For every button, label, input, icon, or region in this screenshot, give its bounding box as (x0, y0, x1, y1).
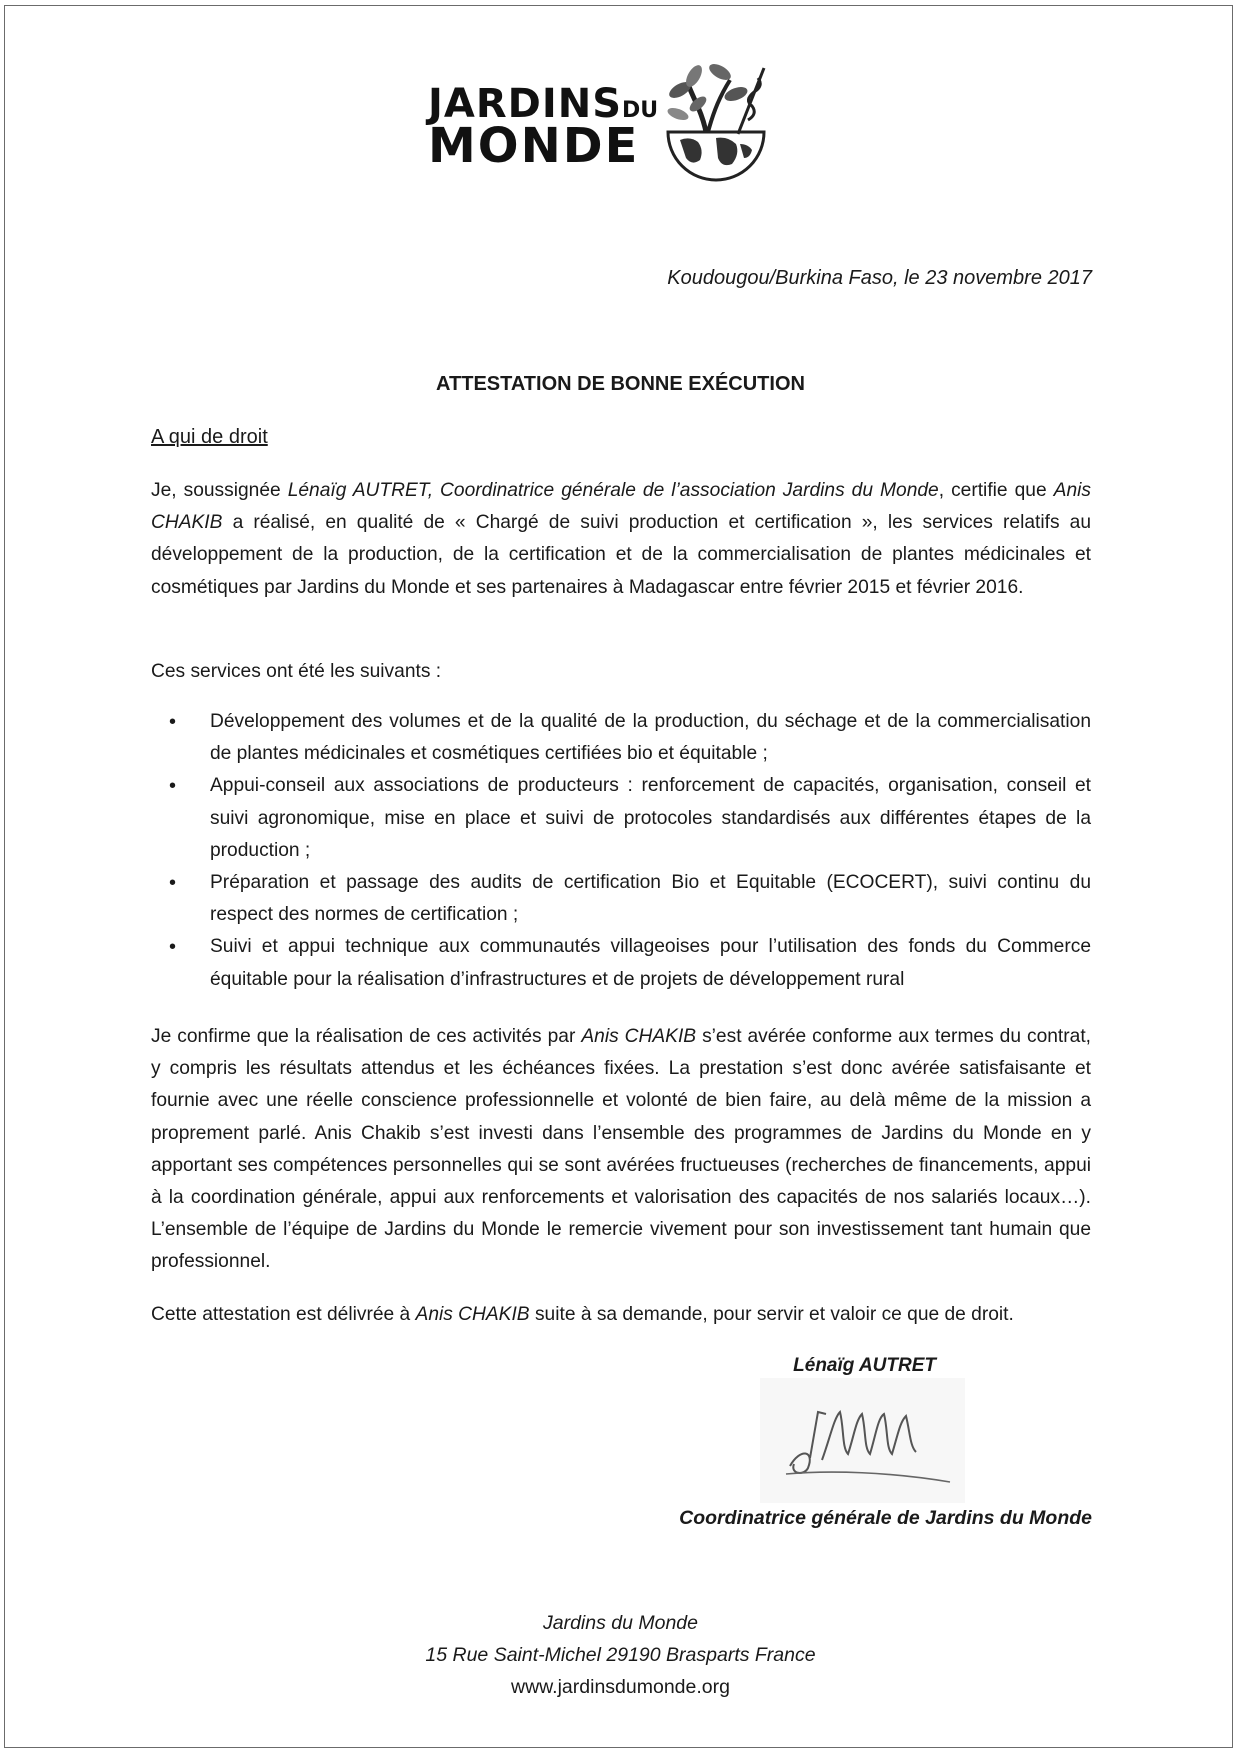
logo-line1: JARDINSDU (428, 81, 659, 127)
signer-role: Coordinatrice générale de Jardins du Monde (679, 1507, 1092, 1529)
service-item: • Préparation et passage des audits de certification Bio et Equitable (ECOCERT), suivi continu du respect des normes de certification ; (151, 867, 1091, 931)
footer-website: www.jardinsdumonde.org (511, 1676, 730, 1698)
jardins-du-monde-logo (428, 60, 768, 190)
paragraph-certification: Je, soussignée Lénaïg AUTRET, Coordinatrice générale de l’association Jardins du Monde, certifie que Anis CHAKIB a réalisé, en qualité de « Chargé de suivi production et certification », les services relatifs au développement de la production, de la certification et de la commercialisation de plantes médicinales et cosmétiques par Jardins du Monde et ses partenaires à Madagascar entre février 2015 et février 2016. (151, 480, 1091, 598)
service-item: • Développement des volumes et de la qualité de la production, du séchage et de la commercialisation de plantes médicinales et cosmétiques certifiées bio et équitable ; (151, 706, 1091, 770)
paragraph-confirmation: Je confirme que la réalisation de ces activités par Anis CHAKIB s’est avérée conforme aux termes du contrat, y compris les résultats attendus et les échéances fixées. La prestation s’est donc avérée satisfaisante et fournie avec une réelle conscience professionnelle et volonté de bien faire, au delà même de la mission a proprement parlé. Anis Chakib s’est investi dans l’ensemble des programmes de Jardins du Monde en y apportant ses compétences personnelles qui se sont avérées fructueuses (recherches de financements, appui à la coordination générale, appui aux renforcements et valorisation des capacités de nos salariés locaux…). L’ensemble de l’équipe de Jardins du Monde le remercie vivement pour son investissement tant humain que professionnel. (151, 1026, 1091, 1273)
document-title: ATTESTATION DE BONNE EXÉCUTION (436, 373, 805, 395)
beneficiary-name: Anis CHAKIB (581, 1026, 697, 1047)
service-item: • Suivi et appui technique aux communautés villageoises pour l’utilisation des fonds du Commerce équitable pour la réalisation d’infrastructures et de projets de développement rural (151, 931, 1091, 995)
services-list (151, 706, 1091, 996)
logo-line2: MONDE (428, 118, 640, 174)
beneficiary-name: Anis CHAKIB (415, 1304, 530, 1325)
beneficiary-name: Anis CHAKIB (151, 480, 1091, 534)
letter-date: Koudougou/Burkina Faso, le 23 novembre 2017 (667, 267, 1092, 289)
footer-address: 15 Rue Saint-Michel 29190 Brasparts France (425, 1644, 816, 1666)
globe-plant-emblem-icon (658, 60, 773, 190)
signer-reference: Lénaïg AUTRET, Coordinatrice générale de l’association Jardins du Monde (287, 480, 939, 501)
logo-du: DU (622, 98, 659, 123)
service-item: • Appui-conseil aux associations de producteurs : renforcement de capacités, organisation, conseil et suivi agronomique, mise en place et suivi de protocoles standardisés aux différentes étapes de la production ; (151, 770, 1091, 867)
salutation: A qui de droit (151, 426, 268, 448)
services-intro: Ces services ont été les suivants : (151, 661, 442, 682)
paragraph-delivery: Cette attestation est délivrée à Anis CHAKIB suite à sa demande, pour servir et valoir ce que de droit. (151, 1304, 1014, 1325)
handwritten-signature (760, 1378, 965, 1503)
signer-name: Lénaïg AUTRET (793, 1355, 936, 1376)
logo-wordmark (428, 81, 659, 174)
footer-org: Jardins du Monde (542, 1612, 698, 1634)
